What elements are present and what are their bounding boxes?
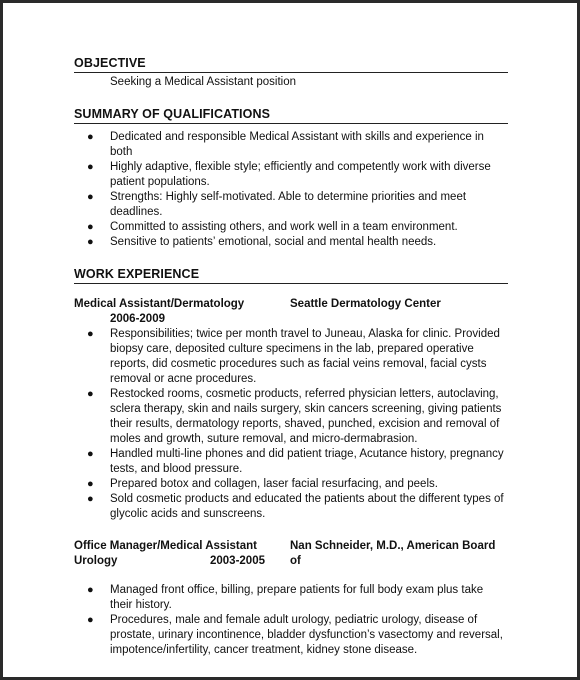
- job-1-header: [74, 297, 508, 312]
- summary-heading: SUMMARY OF QUALIFICATIONS: [74, 107, 508, 124]
- job-2-header-cont: [74, 554, 508, 569]
- list-item: ● Handled multi-line phones and did patient triage, Acutance history, pregnancy tests, and blood pressure.: [87, 448, 504, 475]
- list-item: ● Restocked rooms, cosmetic products, referred physician letters, autoclaving, sclera therapy, skin and nails surgery, skin cancers screening, giving patients their results, dermatology reports, shaved, punched, excision and removal of moles and growth, suture removal, and micro-dermabrasion.: [87, 388, 502, 445]
- bullet-icon: ●: [87, 493, 94, 505]
- job-1-list: [74, 327, 508, 522]
- objective-text: Seeking a Medical Assistant position: [110, 76, 297, 88]
- list-item: ● Procedures, male and female adult urology, pediatric urology, disease of prostate, urinary incontinence, bladder dysfunction’s vasectomy and reversal, impotence/infertility, cancer treatment, kidney stone disease.: [87, 614, 503, 656]
- bullet-icon: ●: [87, 614, 94, 626]
- bullet-icon: ●: [87, 131, 94, 143]
- list-item: ● Managed front office, billing, prepare patients for full body exam plus take their history.: [87, 584, 484, 611]
- job-1-dates: 2006-2009: [110, 313, 165, 325]
- list-item: ● Responsibilities; twice per month travel to Juneau, Alaska for clinic. Provided biopsy care, deposited culture specimens in the lab, prepared operative reports, did cosmetic procedures such as facial veins removal, facial cysts removal or acne procedures.: [87, 328, 500, 385]
- job-2-list: [74, 583, 508, 658]
- list-item: ● Strengths: Highly self-motivated. Able to determine priorities and meet deadlines.: [87, 191, 467, 218]
- bullet-icon: ●: [87, 448, 94, 460]
- bullet-icon: ●: [87, 221, 94, 233]
- summary-list: [74, 130, 508, 250]
- bullet-icon: ●: [87, 328, 94, 340]
- list-item: ● Highly adaptive, flexible style; efficiently and competently work with diverse patient populations.: [87, 161, 491, 188]
- bullet-icon: ●: [87, 478, 94, 490]
- bullet-icon: ●: [87, 236, 94, 248]
- list-item: ● Prepared botox and collagen, laser facial resurfacing, and peels.: [87, 478, 438, 490]
- job-2-dates: 2003-2005: [210, 555, 265, 567]
- bullet-icon: ●: [87, 584, 94, 596]
- job-2-employer: Nan Schneider, M.D., American Board of: [290, 540, 496, 567]
- bullet-icon: ●: [87, 388, 94, 400]
- work-heading: WORK EXPERIENCE: [74, 267, 508, 284]
- job-2-employer-cont: Urology: [74, 555, 118, 567]
- resume-document: [74, 56, 508, 658]
- bullet-icon: ●: [87, 191, 94, 203]
- job-1-employer: Seattle Dermatology Center: [290, 298, 441, 310]
- list-item: ● Sold cosmetic products and educated the patients about the different types of glycolic acids and sunscreens.: [87, 493, 504, 520]
- job-1-title: Medical Assistant/Dermatology: [74, 298, 245, 310]
- bullet-icon: ●: [87, 161, 94, 173]
- list-item: ● Committed to assisting others, and work well in a team environment.: [87, 221, 458, 233]
- list-item: ● Sensitive to patients’ emotional, social and mental health needs.: [87, 236, 437, 248]
- objective-heading: OBJECTIVE: [74, 56, 508, 73]
- list-item: ● Dedicated and responsible Medical Assistant with skills and experience in both: [87, 131, 484, 158]
- job-2-title: Office Manager/Medical Assistant: [74, 540, 257, 552]
